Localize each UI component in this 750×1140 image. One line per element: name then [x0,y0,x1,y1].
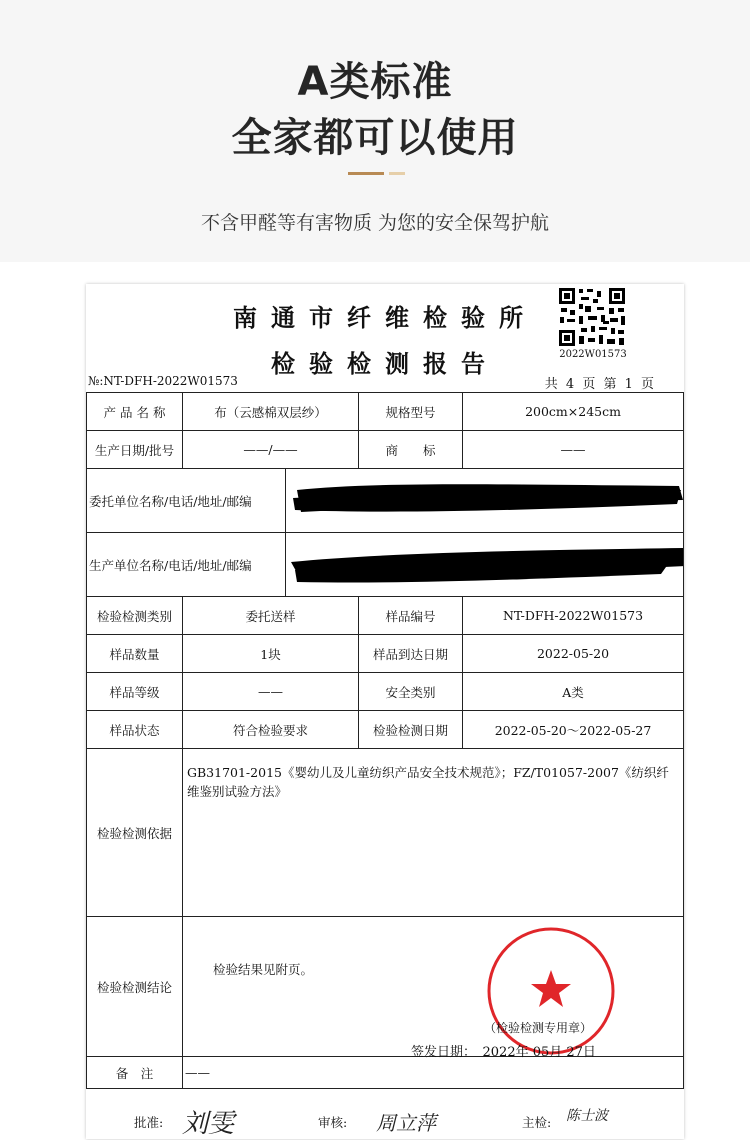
accent-bar [348,172,384,175]
product-name-value: 布（云感棉双层纱） [183,393,359,431]
report-title: 检验检测报告 [271,349,499,378]
seal-note: （检验检测专用章） [484,1021,593,1035]
main-inspector-label: 主检: [522,1115,552,1130]
quantity-value: 1块 [183,635,359,673]
review-label: 审核: [318,1115,348,1130]
product-name-label: 产 品 名 称 [87,393,183,431]
arrival-date-label: 样品到达日期 [359,635,463,673]
table-row [87,749,684,917]
report-number: №:NT-DFH-2022W01573 [88,374,238,388]
sample-state-value: 符合检验要求 [183,711,359,749]
remark-value: —— [183,1057,684,1089]
banner-headline: A类标准 [297,59,453,105]
basis-value: GB31701-2015《婴幼儿及儿童纺织产品安全技术规范》；FZ/T01057-2007《纺织纤维鉴别试验方法》 [183,749,684,917]
test-type-label: 检验检测类别 [87,597,183,635]
table-row [87,431,684,469]
safety-class-label: 安全类别 [359,673,463,711]
table-row [87,597,684,635]
production-date-label: 生产日期/批号 [87,431,183,469]
approve-signature: 刘雯 [182,1109,235,1139]
table-row [87,393,684,431]
approve-label: 批准: [134,1115,164,1130]
promo-banner [0,0,750,262]
page-count: 共 4 页 第 1 页 [544,377,656,392]
issue-date: 签发日期： 2022年 05月 27日 [411,1045,596,1060]
qr-code-label: 2022W01573 [559,349,627,360]
qr-code-icon [557,286,627,348]
table-row [87,673,684,711]
production-date-value: ——/—— [183,431,359,469]
test-period-label: 检验检测日期 [359,711,463,749]
main-inspector-signature: 陈士波 [566,1108,608,1124]
conclusion-label: 检验检测结论 [87,917,183,1057]
banner-tagline: 不含甲醛等有害物质 为您的安全保驾护航 [200,212,550,234]
table-row [87,635,684,673]
maker-info-label: 生产单位名称/电话/地址/邮编 [87,533,286,597]
table-row [87,711,684,749]
arrival-date-value: 2022-05-20 [463,635,684,673]
banner-subheadline: 全家都可以使用 [231,115,519,161]
basis-label: 检验检测依据 [87,749,183,917]
spec-value: 200cm×245cm [463,393,684,431]
client-info-label: 委托单位名称/电话/地址/邮编 [87,469,286,533]
red-seal-icon [486,926,616,1056]
spec-label: 规格型号 [359,393,463,431]
grade-value: —— [183,673,359,711]
test-period-value: 2022-05-20～2022-05-27 [463,711,684,749]
redaction-mark [291,480,683,520]
quantity-label: 样品数量 [87,635,183,673]
redaction-mark [291,542,683,586]
grade-label: 样品等级 [87,673,183,711]
accent-bar-light [389,172,405,175]
sample-state-label: 样品状态 [87,711,183,749]
sample-no-value: NT-DFH-2022W01573 [463,597,684,635]
review-signature: 周立萍 [376,1111,436,1135]
remark-label: 备 注 [87,1057,183,1089]
conclusion-text: 检验结果见附页。 [213,962,314,977]
sample-no-label: 样品编号 [359,597,463,635]
test-type-value: 委托送样 [183,597,359,635]
inspection-report [86,284,684,1139]
brand-label: 商 标 [359,431,463,469]
institution-name: 南通市纤维检验所 [233,303,537,332]
brand-value: —— [463,431,684,469]
safety-class-value: A类 [463,673,684,711]
signature-row [86,1101,684,1139]
table-row [87,1057,684,1089]
